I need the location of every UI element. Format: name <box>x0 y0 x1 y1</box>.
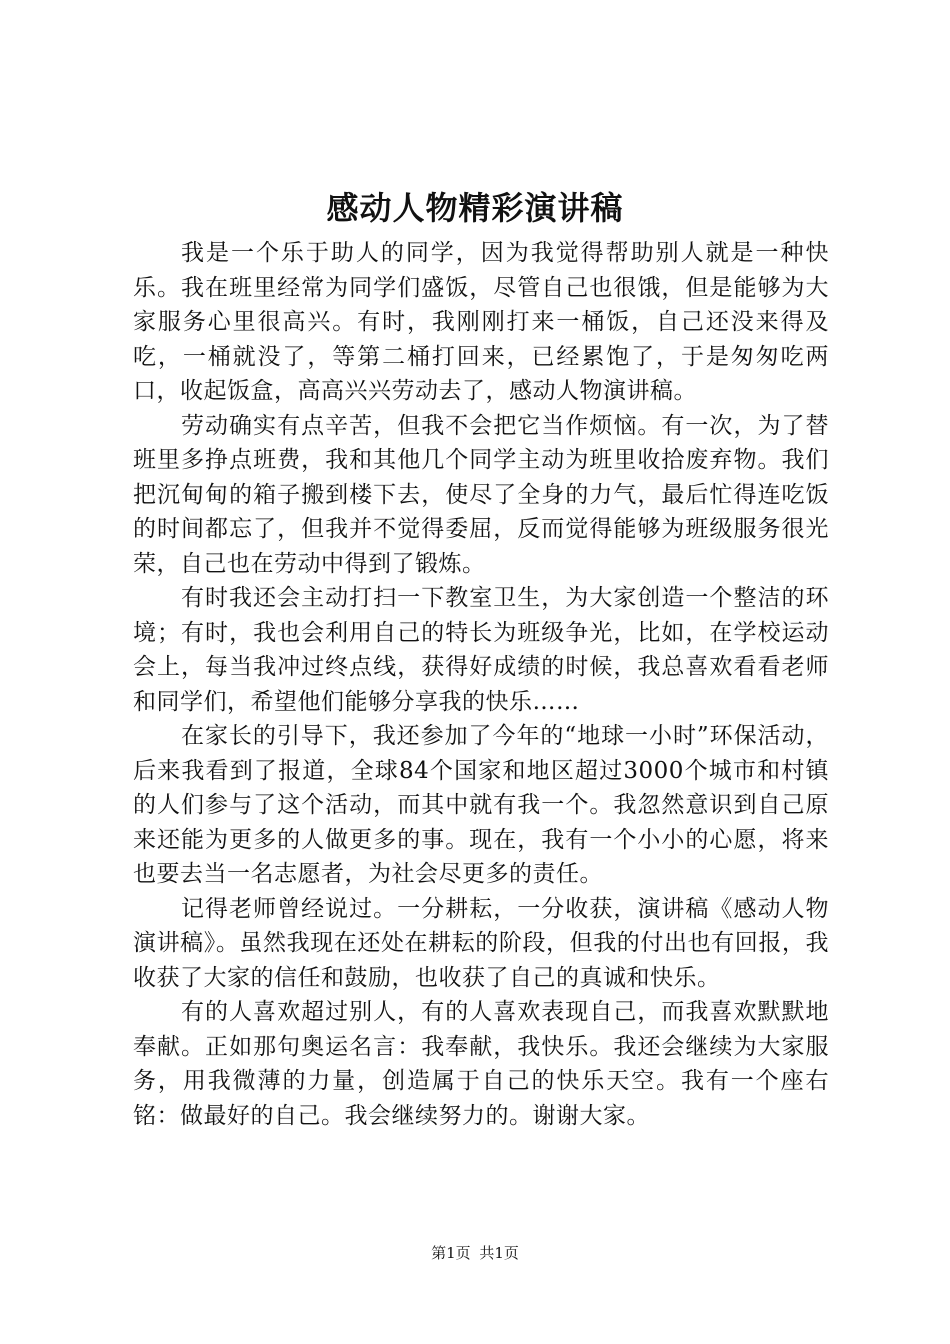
paragraph: 有的人喜欢超过别人，有的人喜欢表现自己，而我喜欢默默地奉献。正如那句奥运名言：我奉献，我快乐。我还会继续为大家服务，用我微薄的力量，创造属于自己的快乐天空。我有一个座右铭：做最好的自己。我会继续努力的。谢谢大家。 <box>133 999 829 1129</box>
page-number-total: 共1页 <box>479 1244 519 1262</box>
paragraph: 我是一个乐于助人的同学，因为我觉得帮助别人就是一种快乐。我在班里经常为同学们盛饭，尽管自己也很饿，但是能够为大家服务心里很高兴。有时，我刚刚打来一桶饭，自己还没来得及吃，一桶就没了，等第二桶打回来，已经累饱了，于是匆匆吃两口，收起饭盒，高高兴兴劳动去了，感动人物演讲稿。 <box>133 240 829 404</box>
paragraph: 在家长的引导下，我还参加了今年的“地球一小时”环保活动，后来我看到了报道，全球84个国家和地区超过3000个城市和村镇的人们参与了这个活动，而其中就有我一个。我忽然意识到自己原来还能为更多的人做更多的事。现在，我有一个小小的心愿，将来也要去当一名志愿者，为社会尽更多的责任。 <box>133 723 829 887</box>
page-number-current: 第1页 <box>431 1244 471 1262</box>
paragraph: 劳动确实有点辛苦，但我不会把它当作烦恼。有一次，为了替班里多挣点班费，我和其他几个同学主动为班里收拾废弃物。我们把沉甸甸的箱子搬到楼下去，使尽了全身的力气，最后忙得连吃饭的时间都忘了，但我并不觉得委屈，反而觉得能够为班级服务很光荣，自己也在劳动中得到了锻炼。 <box>133 412 829 577</box>
document-title: 感动人物精彩演讲稿 <box>326 189 624 227</box>
paragraph: 记得老师曾经说过。一分耕耘，一分收获，演讲稿《感动人物演讲稿》。虽然我现在还处在耕耘的阶段，但我的付出也有回报，我收获了大家的信任和鼓励，也收获了自己的真诚和快乐。 <box>133 895 829 991</box>
page-footer <box>0 1243 950 1263</box>
document-body <box>133 236 829 1133</box>
paragraph: 有时我还会主动打扫一下教室卫生，为大家创造一个整洁的环境；有时，我也会利用自己的特长为班级争光，比如，在学校运动会上，每当我冲过终点线，获得好成绩的时候，我总喜欢看看老师和同学们，希望他们能够分享我的快乐…… <box>133 585 829 715</box>
